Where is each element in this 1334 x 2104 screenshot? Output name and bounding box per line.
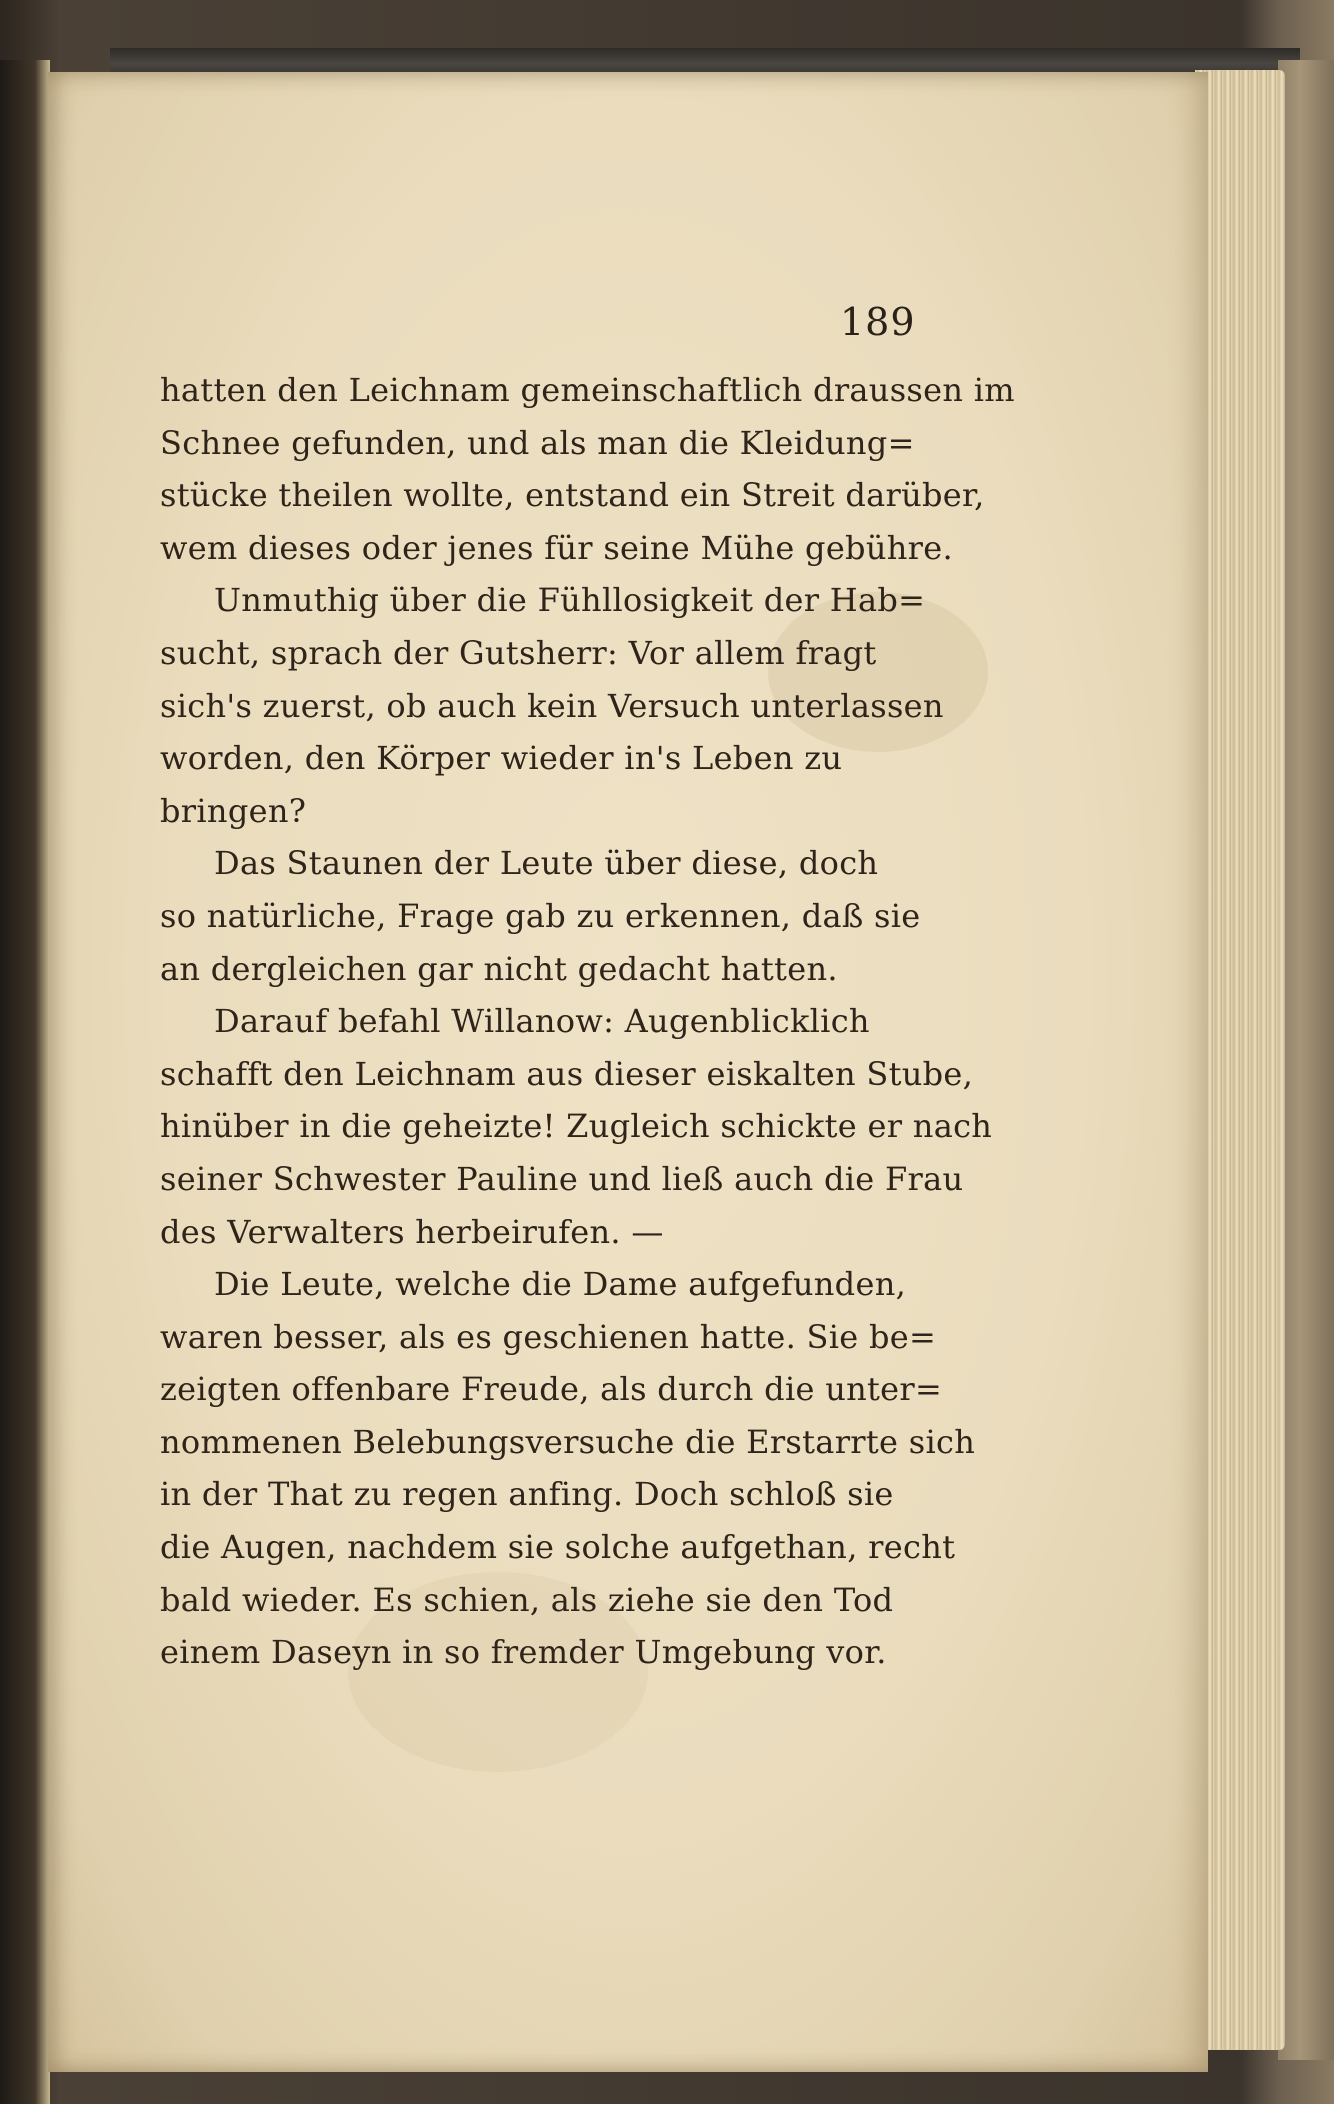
text-line: Darauf befahl Willanow: Augenblicklich xyxy=(214,1002,870,1041)
text-line: des Verwalters herbeirufen. — xyxy=(160,1212,664,1251)
text-line: in der That zu regen anfing. Doch schloß sie xyxy=(160,1475,894,1514)
text-line: wem dieses oder jenes für seine Mühe gebühre. xyxy=(160,528,953,567)
text-line: an dergleichen gar nicht gedacht hatten. xyxy=(160,949,838,988)
text-line: worden, den Körper wieder in's Leben zu xyxy=(160,739,843,778)
text-line: einem Daseyn in so fremder Umgebung vor. xyxy=(160,1633,887,1672)
text-line: die Augen, nachdem sie solche aufgethan, recht xyxy=(160,1528,956,1567)
text-line: waren besser, als es geschienen hatte. Sie be= xyxy=(160,1317,937,1356)
text-line: sucht, sprach der Gutsherr: Vor allem fragt xyxy=(160,633,877,672)
text-line: nommenen Belebungsversuche die Erstarrte sich xyxy=(160,1422,976,1461)
text-line: zeigten offenbare Freude, als durch die unter= xyxy=(160,1370,943,1409)
text-line: schafft den Leichnam aus dieser eiskalten Stube, xyxy=(160,1054,974,1093)
text-line: stücke theilen wollte, entstand ein Streit darüber, xyxy=(160,476,985,515)
text-line: Das Staunen der Leute über diese, doch xyxy=(214,844,879,883)
cover-board-right xyxy=(1278,60,1334,2060)
text-line: sich's zuerst, ob auch kein Versuch unterlassen xyxy=(160,686,944,725)
text-line: Unmuthig über die Fühllosigkeit der Hab= xyxy=(214,581,926,620)
text-line: hinüber in die geheizte! Zugleich schickte er nach xyxy=(160,1107,993,1146)
text-line: so natürliche, Frage gab zu erkennen, daß sie xyxy=(160,896,921,935)
cover-board-top xyxy=(110,48,1300,74)
text-line: bringen? xyxy=(160,791,307,830)
page-text xyxy=(160,364,1015,1679)
text-line: seiner Schwester Pauline und ließ auch die Frau xyxy=(160,1159,964,1198)
text-line: hatten den Leichnam gemeinschaftlich draussen im xyxy=(160,371,1015,409)
text-line: Die Leute, welche die Dame aufgefunden, xyxy=(214,1265,907,1304)
book-spine xyxy=(0,60,50,2104)
page-edges xyxy=(1195,70,1285,2050)
page-number: 189 xyxy=(840,300,916,344)
text-line: Schnee gefunden, und als man die Kleidung= xyxy=(160,423,915,462)
text-line: bald wieder. Es schien, als ziehe sie den Tod xyxy=(160,1580,894,1619)
